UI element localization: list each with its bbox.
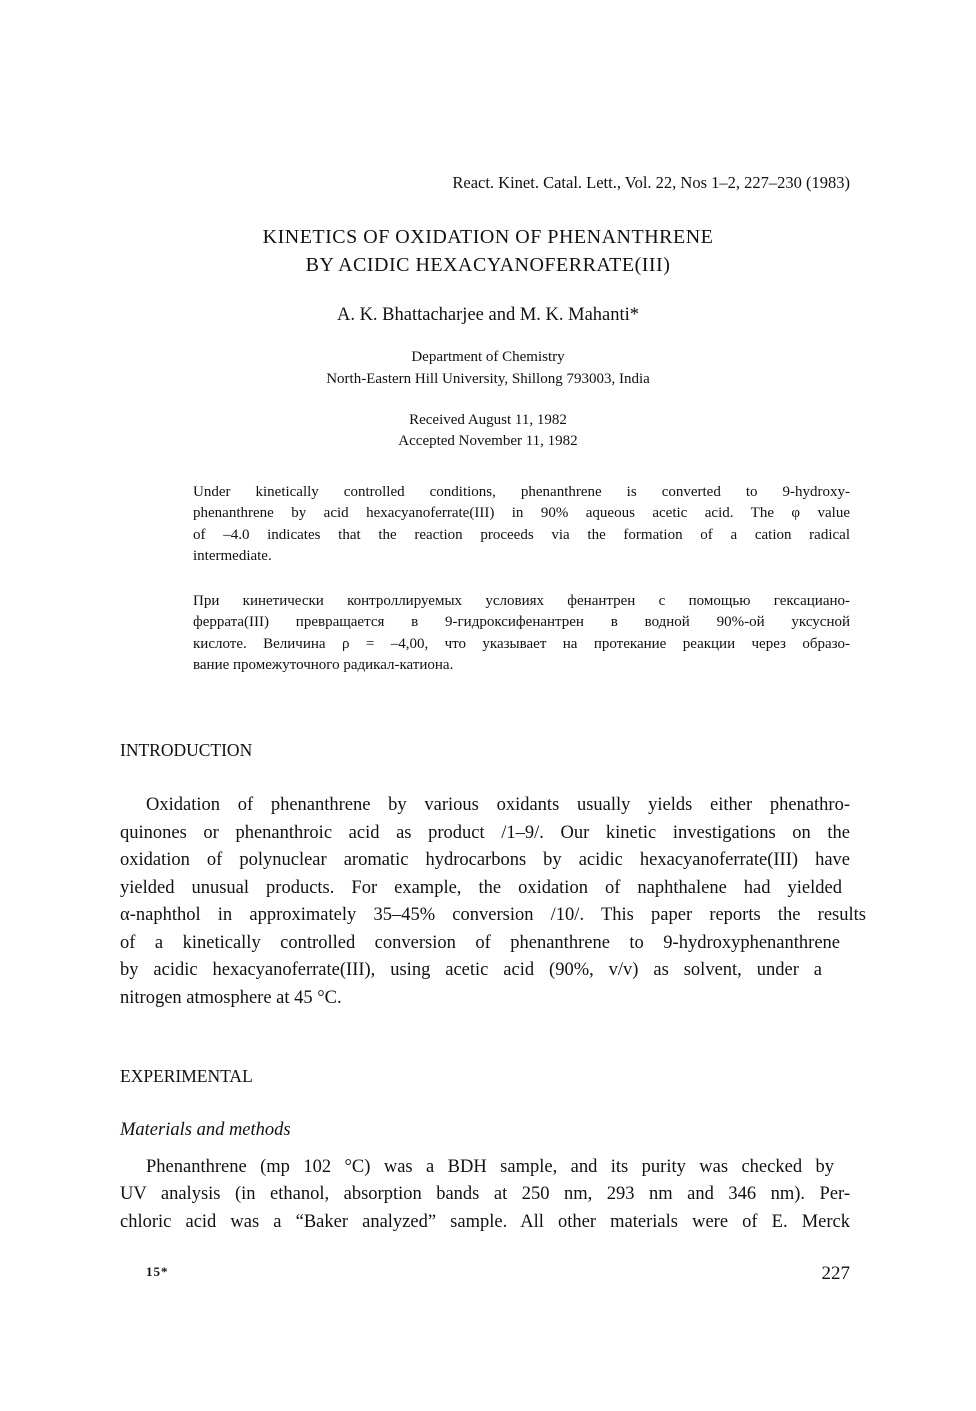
citation: React. Kinet. Catal. Lett., Vol. 22, Nos 1–2, 227–230 (1983) [452,173,850,192]
paragraph-line: yielded unusual products. For example, the oxidation of naphthalene had yielded [120,878,842,898]
abstract-line: phenanthrene by acid hexacyanoferrate(III) in 90% aqueous acetic acid. The φ value [193,505,850,521]
paragraph-line: oxidation of polynuclear aromatic hydrocarbons by acidic hexacyanoferrate(III) have [120,850,850,870]
paragraph-line: nitrogen atmosphere at 45 °C. [120,988,342,1008]
page-number: 227 [821,1263,850,1284]
paragraph-line: Phenanthrene (mp 102 °C) was a BDH sample, and its purity was checked by [146,1157,834,1177]
abstract-line: кислоте. Величина ρ = –4,00, что указывает на протекание реакции через образо- [193,636,850,652]
paragraph-line: α-naphthol in approximately 35–45% conversion /10/. This paper reports the results [120,905,866,925]
footer-signature-mark: 15* [146,1264,169,1279]
section-heading-introduction: INTRODUCTION [120,740,253,760]
paragraph-line: UV analysis (in ethanol, absorption bands at 250 nm, 293 nm and 346 nm). Per- [120,1184,850,1204]
accepted-date: Accepted November 11, 1982 [398,433,578,449]
paragraph-line: quinones or phenanthroic acid as product /1–9/. Our kinetic investigations on the [120,823,850,843]
paragraph-line: chloric acid was a “Baker analyzed” sample. All other materials were of E. Merck [120,1212,850,1232]
abstract-line: intermediate. [193,548,272,564]
abstract-line: of –4.0 indicates that the reaction proceeds via the formation of a cation radical [193,527,850,543]
title-line-2: BY ACIDIC HEXACYANOFERRATE(III) [305,254,671,276]
affiliation-dept: Department of Chemistry [411,349,565,365]
paragraph-line: of a kinetically controlled conversion of phenanthrene to 9-hydroxyphenanthrene [120,933,840,953]
abstract-line: При кинетически контроллируемых условиях фенантрен с помощью гексациано- [193,593,850,609]
abstract-line: вание промежуточного радикал-катиона. [193,657,454,673]
section-heading-experimental: EXPERIMENTAL [120,1066,253,1086]
abstract-line: феррата(III) превращается в 9-гидроксифенантрен в водной 90%-ой уксусной [193,614,850,630]
received-date: Received August 11, 1982 [409,412,567,428]
subsection-heading-materials: Materials and methods [120,1120,291,1140]
affiliation-univ: North-Eastern Hill University, Shillong 793003, India [326,371,650,387]
authors: A. K. Bhattacharjee and M. K. Mahanti* [336,305,640,325]
title-line-1: KINETICS OF OXIDATION OF PHENANTHRENE [262,226,714,248]
paragraph-line: Oxidation of phenanthrene by various oxidants usually yields either phenathro- [146,795,850,815]
paragraph-line: by acidic hexacyanoferrate(III), using acetic acid (90%, v/v) as solvent, under a [120,960,822,980]
abstract-line: Under kinetically controlled conditions, phenanthrene is converted to 9-hydroxy- [193,484,850,500]
